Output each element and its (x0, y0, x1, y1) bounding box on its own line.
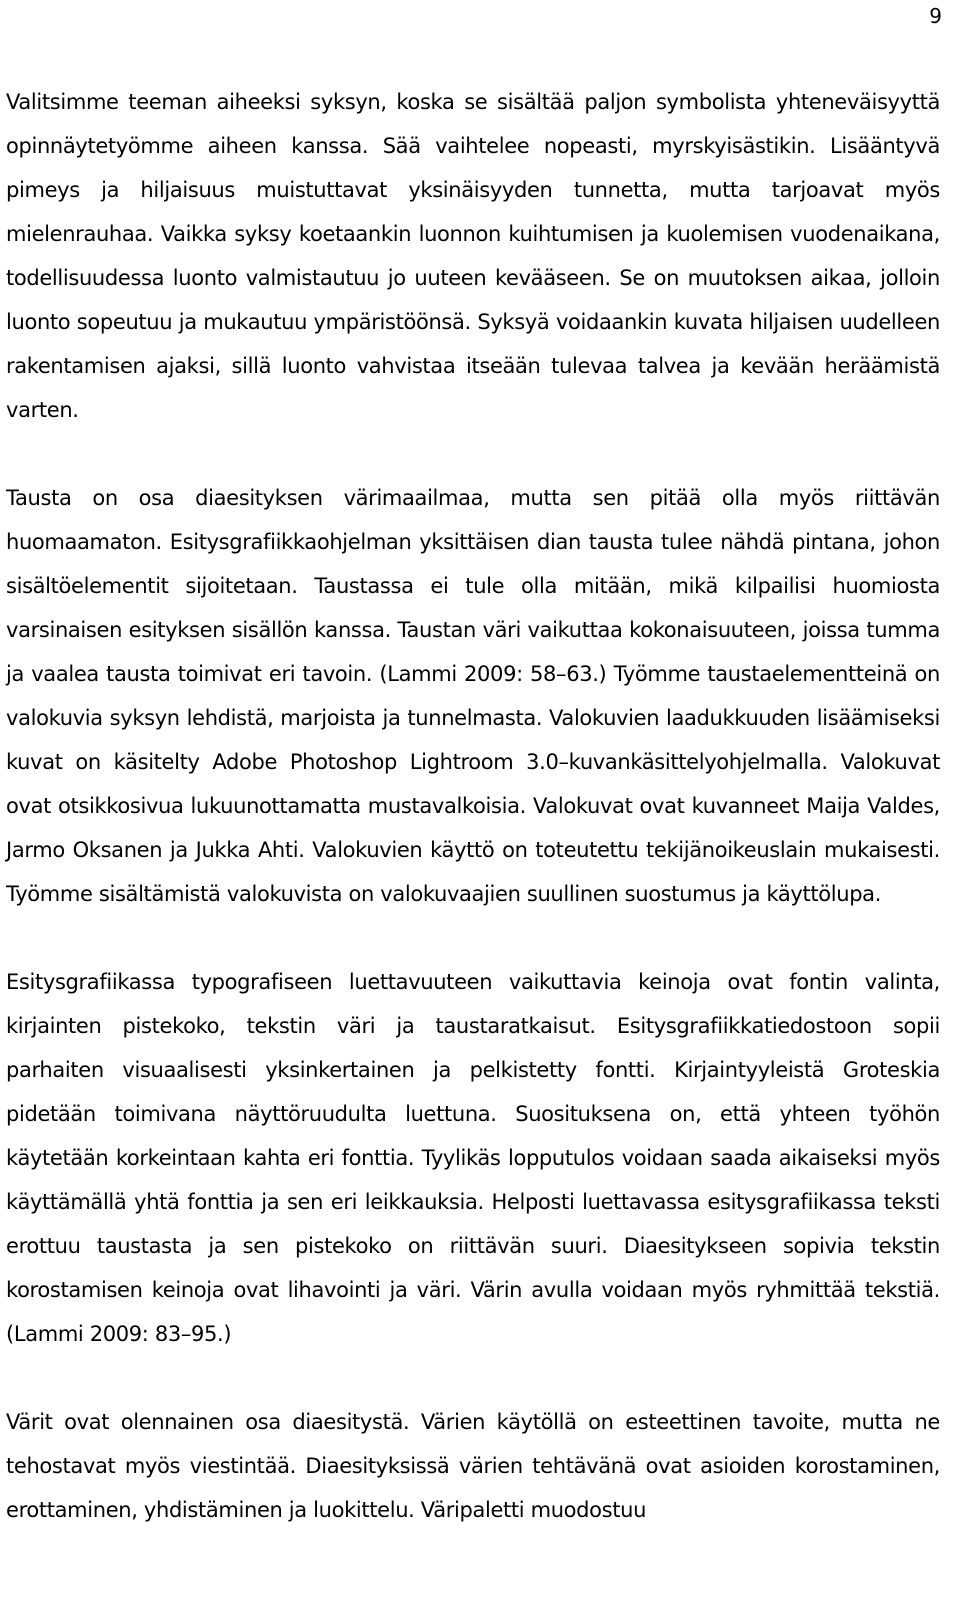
paragraph-background: Tausta on osa diaesityksen värimaailmaa, mutta sen pitää olla myös riittävän huomaamaton. Esitysgrafiikkaohjelman yksittäisen dian tausta tulee nähdä pintana, johon sisältöelementit sijoitetaan. Taustassa ei tule olla mitään, mikä kilpailisi huomiosta varsinaisen esityksen sisällön kanssa. Taustan väri vaikuttaa kokonaisuuteen, joissa tumma ja vaalea tausta toimivat eri tavoin. (Lammi 2009: 58–63.) Työmme taustaelementteinä on valokuvia syksyn lehdistä, marjoista ja tunnelmasta. Valokuvien laadukkuuden lisäämiseksi kuvat on käsitelty Adobe Photoshop Lightroom 3.0–kuvankäsittelyohjelmalla. Valokuvat ovat otsikkosivua lukuunottamatta mustavalkoisia. Valokuvat ovat kuvanneet Maija Valdes, Jarmo Oksanen ja Jukka Ahti. Valokuvien käyttö on toteutettu tekijänoikeuslain mukaisesti. Työmme sisältämistä valokuvista on valokuvaajien suullinen suostumus ja käyttölupa. (6, 486, 940, 906)
page-number: 9 (929, 4, 942, 28)
paragraph-autumn-theme: Valitsimme teeman aiheeksi syksyn, koska se sisältää paljon symbolista yhteneväisyyttä opinnäytetyömme aiheen kanssa. Sää vaihtelee nopeasti, myrskyisästikin. Lisääntyvä pimeys ja hiljaisuus muistuttavat yksinäisyyden tunnetta, mutta tarjoavat myös mielenrauhaa. Vaikka syksy koetaankin luonnon kuihtumisen ja kuolemisen vuodenaikana, todellisuudessa luonto valmistautuu jo uuteen kevääseen. Se on muutoksen aikaa, jolloin luonto sopeutuu ja mukautuu ympäristöönsä. Syksyä voidaankin kuvata hiljaisen uudelleen rakentamisen ajaksi, sillä luonto vahvistaa itseään tulevaa talvea ja kevään heräämistä varten. (6, 90, 940, 422)
paragraph-colors: Värit ovat olennainen osa diaesitystä. Värien käytöllä on esteettinen tavoite, mutta ne tehostavat myös viestintää. Diaesityksissä värien tehtävänä ovat asioiden korostaminen, erottaminen, yhdistäminen ja luokittelu. Väripaletti muodostuu (6, 1410, 940, 1522)
paragraph-typography: Esitysgrafiikassa typografiseen luettavuuteen vaikuttavia keinoja ovat fontin valinta, kirjainten pistekoko, tekstin väri ja taustaratkaisut. Esitysgrafiikkatiedostoon sopii parhaiten visuaalisesti yksinkertainen ja pelkistetty fontti. Kirjaintyyleistä Groteskia pidetään toimivana näyttöruudulta luettuna. Suosituksena on, että yhteen työhön käytetään korkeintaan kahta eri fonttia. Tyylikäs lopputulos voidaan saada aikaiseksi myös käyttämällä yhtä fonttia ja sen eri leikkauksia. Helposti luettavassa esitysgrafiikassa teksti erottuu taustasta ja sen pistekoko on riittävän suuri. Diaesitykseen sopivia tekstin korostamisen keinoja ovat lihavointi ja väri. Värin avulla voidaan myös ryhmittää tekstiä. (Lammi 2009: 83–95.) (6, 970, 940, 1346)
document-body (6, 80, 940, 1532)
